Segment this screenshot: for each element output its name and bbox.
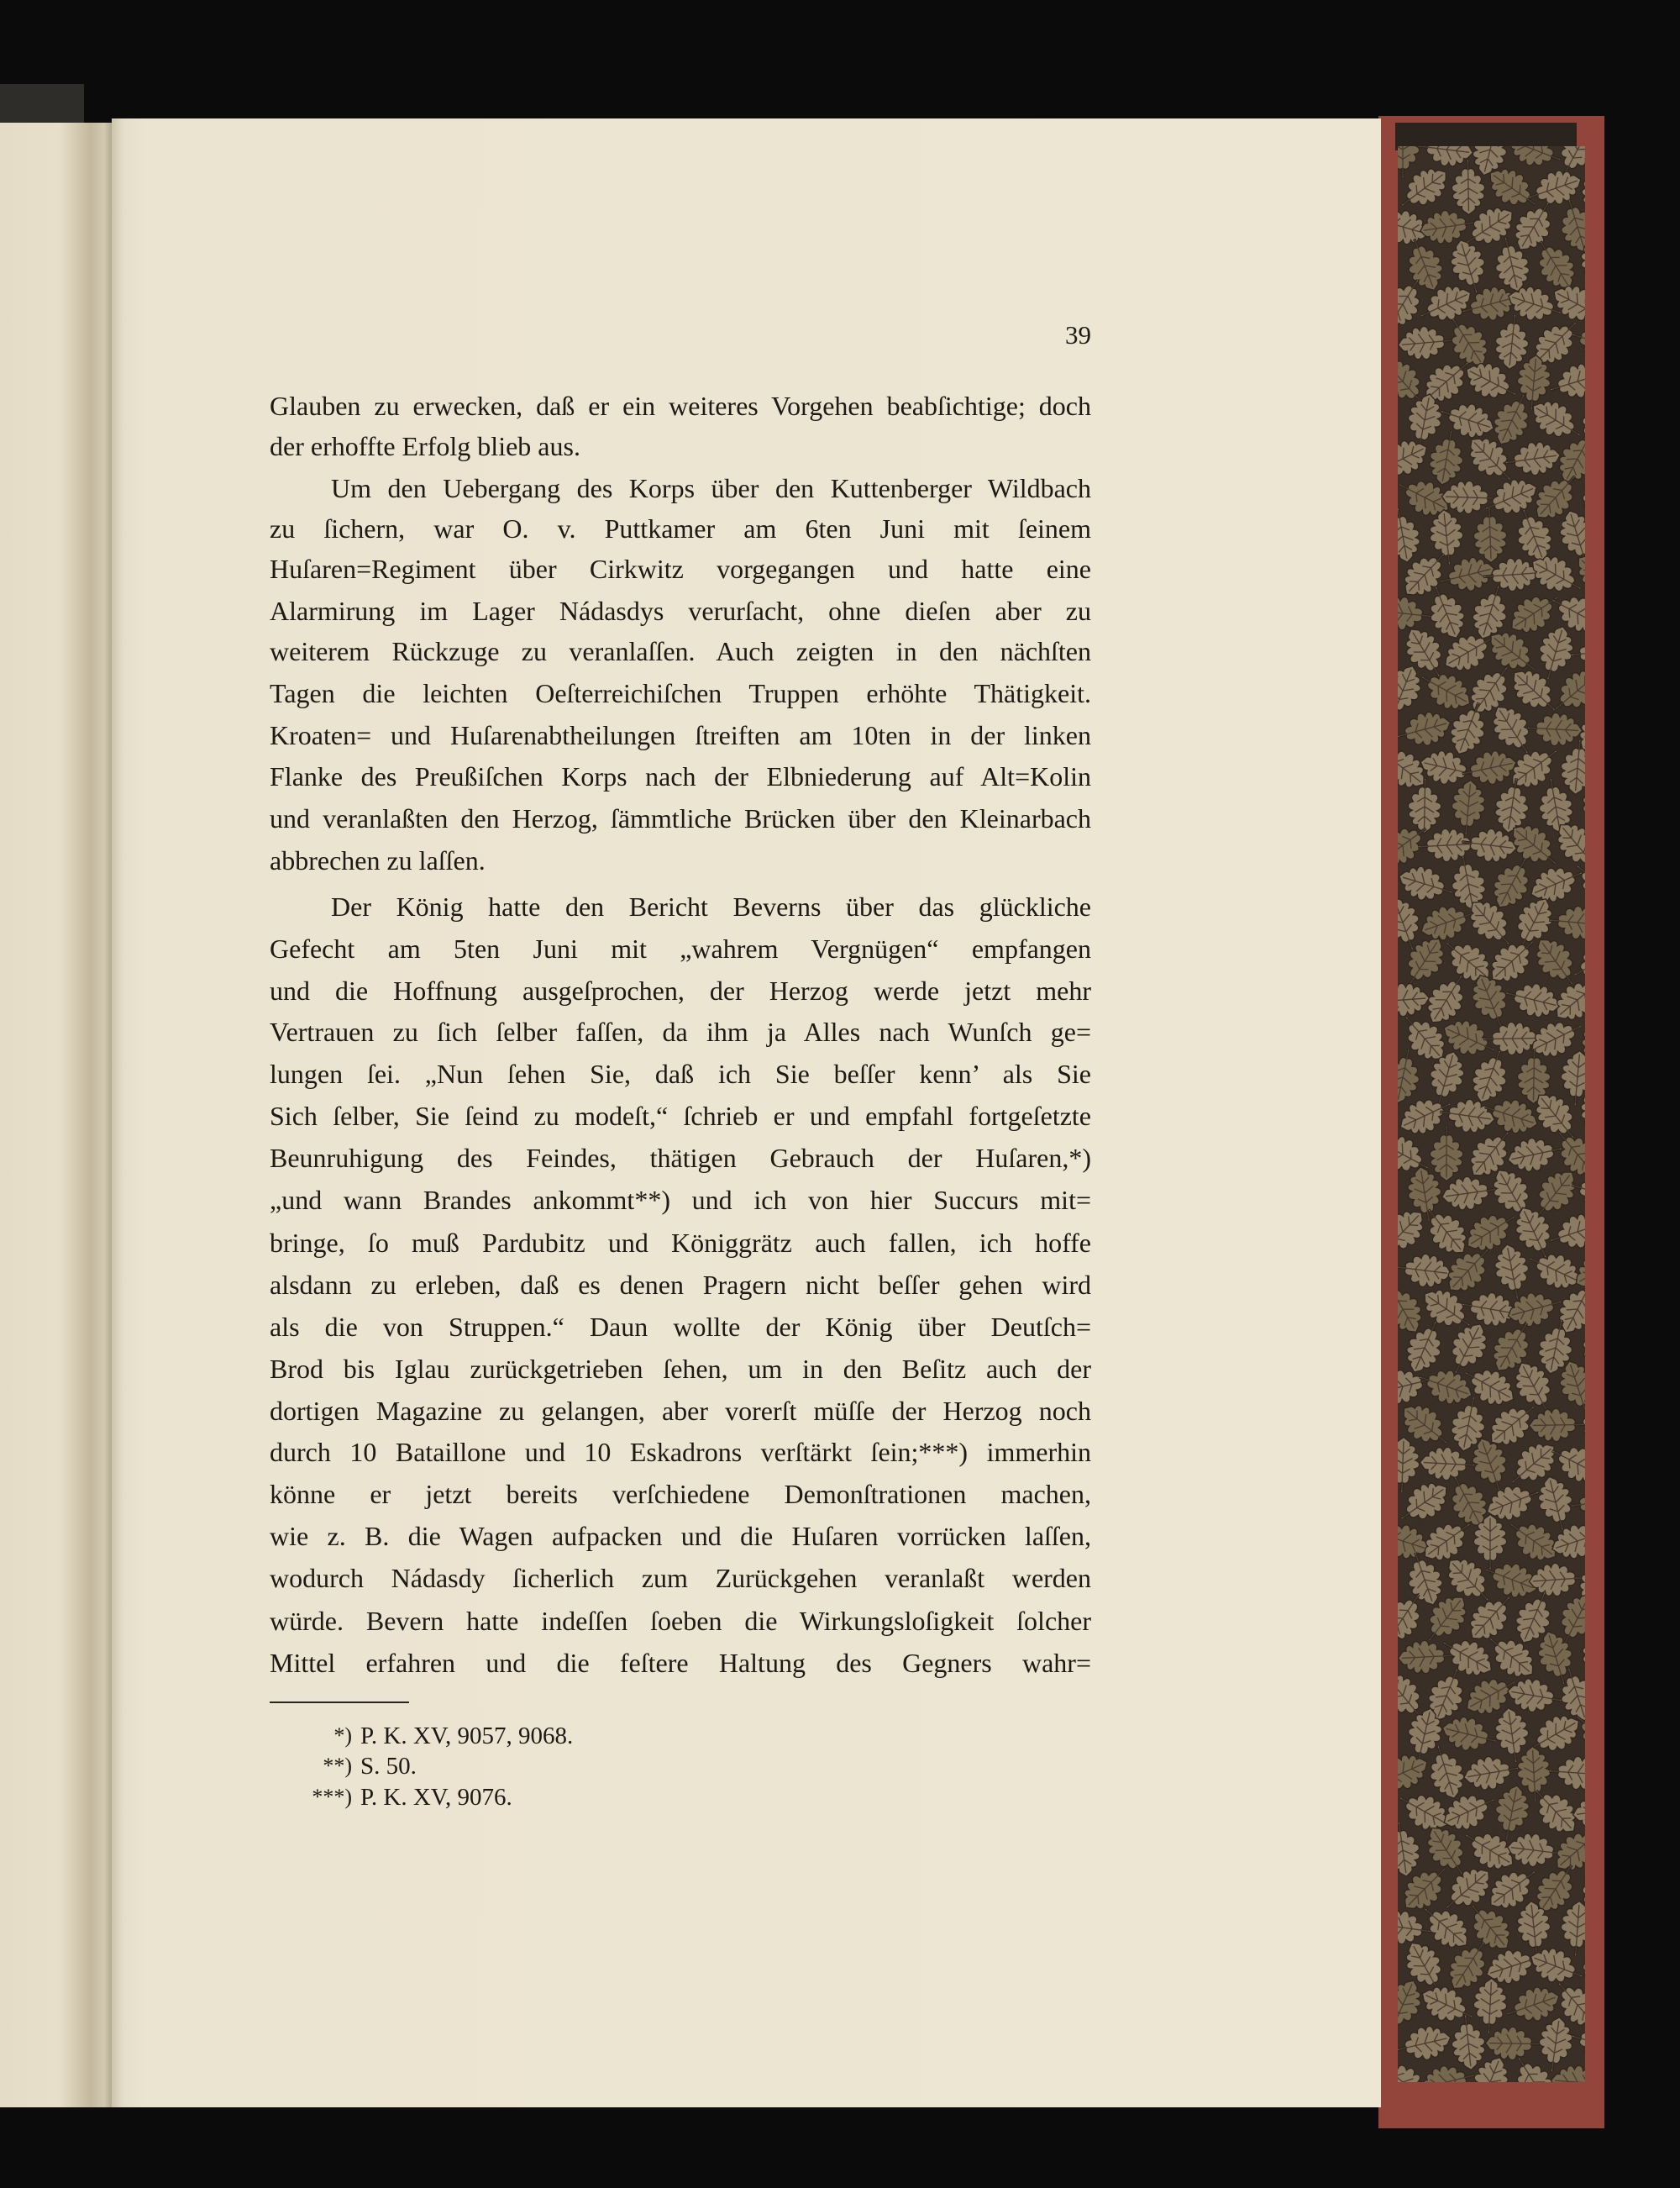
text-line: alsdann zu erleben, daß es denen Pragern nicht beſſer gehen wird — [270, 1270, 1091, 1300]
text-line: Vertrauen zu ſich ſelber faſſen, da ihm ja Alles nach Wunſch ge= — [270, 1017, 1091, 1047]
text-line: würde. Bevern hatte indeſſen ſoeben die Wirkungsloſigkeit ſolcher — [270, 1606, 1091, 1636]
text-line: als die von Struppen.“ Daun wollte der König über Deutſch= — [270, 1312, 1091, 1342]
text-line: Um den Uebergang des Korps über den Kuttenberger Wildbach — [331, 473, 1091, 503]
text-line: zu ſichern, war O. v. Puttkamer am 6ten Juni mit ſeinem — [270, 513, 1091, 544]
book-page — [112, 118, 1381, 2107]
text-line: abbrechen zu laſſen. — [270, 845, 486, 876]
text-line: Glauben zu erwecken, daß er ein weiteres Vorgehen beabſichtige; doch — [270, 391, 1091, 421]
text-line: Beunruhigung des Feindes, thätigen Gebrauch der Huſaren,*) — [270, 1143, 1091, 1173]
book-cover-edge — [0, 84, 84, 123]
text-line: weiterem Rückzuge zu veranlaſſen. Auch zeigten in den nächſten — [270, 636, 1091, 666]
footnote-text: P. K. XV, 9057, 9068. — [360, 1723, 574, 1749]
text-line: lungen ſei. „Nun ſehen Sie, daß ich Sie beſſer kenn’ als Sie — [270, 1059, 1091, 1089]
text-line: dortigen Magazine zu gelangen, aber vorerſt müſſe der Herzog noch — [270, 1396, 1091, 1426]
text-line: und veranlaßten den Herzog, ſämmtliche Brücken über den Kleinarbach — [270, 803, 1091, 834]
text-line: und die Hoffnung ausgeſprochen, der Herzog werde jetzt mehr — [270, 976, 1091, 1006]
text-line: Alarmirung im Lager Nádasdys verurſacht, ohne dieſen aber zu — [270, 596, 1091, 626]
text-line: wodurch Nádasdy ſicherlich zum Zurückgehen veranlaßt werden — [270, 1563, 1091, 1593]
text-line: könne er jetzt bereits verſchiedene Demonſtrationen machen, — [270, 1479, 1091, 1509]
text-line: Der König hatte den Bericht Beverns über das glückliche — [331, 892, 1091, 922]
text-line: Huſaren=Regiment über Cirkwitz vorgegangen und hatte eine — [270, 554, 1091, 584]
text-line: durch 10 Bataillone und 10 Eskadrons verſtärkt ſein;***) immerhin — [270, 1437, 1091, 1467]
text-line: „und wann Brandes ankommt**) und ich von hier Succurs mit= — [270, 1185, 1091, 1215]
text-line: der erhoffte Erfolg blieb aus. — [270, 431, 580, 461]
text-line: Gefecht am 5ten Juni mit „wahrem Vergnügen“ empfangen — [270, 934, 1091, 964]
text-line: Flanke des Preußiſchen Korps nach der Elbniederung auf Alt=Kolin — [270, 761, 1091, 792]
footnote-marker: ***) — [312, 1785, 352, 1809]
text-line: Brod bis Iglau zurückgetrieben ſehen, um in den Beſitz auch der — [270, 1354, 1091, 1384]
footnote-text: P. K. XV, 9076. — [360, 1784, 512, 1811]
facing-page-edge — [0, 123, 114, 2107]
page-number: 39 — [1065, 320, 1091, 350]
text-line: Mittel erfahren und die feſtere Haltung des Gegners wahr= — [270, 1648, 1091, 1678]
text-line: Sich ſelber, Sie ſeind zu modeſt,“ ſchrieb er und empfahl fortgeſetzte — [270, 1101, 1091, 1131]
footnote-marker: *) — [333, 1723, 352, 1748]
text-line: wie z. B. die Wagen aufpacken und die Huſaren vorrücken laſſen, — [270, 1521, 1091, 1551]
text-line: Tagen die leichten Oeſterreichiſchen Truppen erhöhte Thätigkeit. — [270, 678, 1091, 708]
patterned-endpaper — [1398, 146, 1585, 2082]
footnote — [112, 1721, 1091, 1751]
footnote-marker: **) — [323, 1754, 352, 1778]
text-line: bringe, ſo muß Pardubitz und Königgrätz auch fallen, ich hoffe — [270, 1228, 1091, 1258]
footnote-rule — [270, 1701, 409, 1703]
footnote — [112, 1782, 1091, 1812]
footnote-text: S. 50. — [360, 1753, 417, 1780]
text-line: Kroaten= und Huſarenabtheilungen ſtreiften am 10ten in der linken — [270, 720, 1091, 750]
footnote — [112, 1751, 1091, 1781]
